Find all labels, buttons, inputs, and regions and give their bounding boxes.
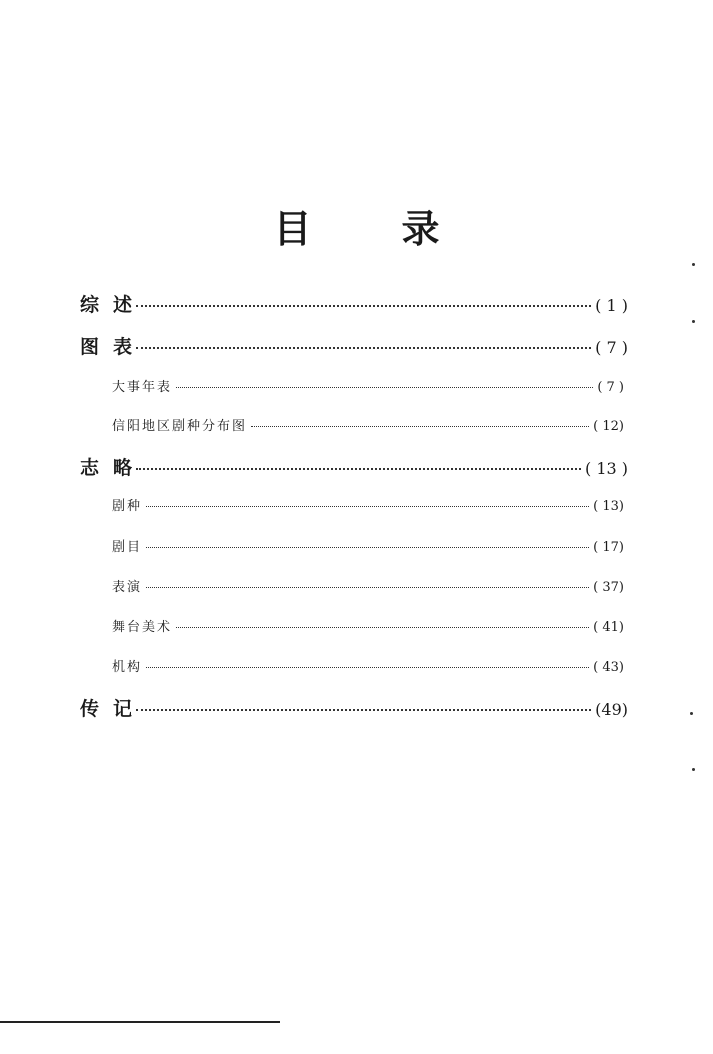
dot-leader	[176, 387, 593, 388]
dot-leader	[146, 587, 589, 588]
toc-label: 舞台美术	[112, 620, 173, 635]
toc-entry-zongshu[interactable]	[80, 290, 628, 317]
toc-label: 剧目	[112, 540, 143, 555]
toc-entry-biaoyan[interactable]	[112, 576, 624, 595]
dot-leader	[136, 468, 581, 470]
page-number: ( 13 )	[584, 459, 628, 478]
toc-label: 综 述	[80, 294, 133, 316]
page-number: ( 12)	[593, 419, 624, 434]
dot-leader	[251, 426, 589, 427]
dot-leader	[176, 627, 589, 628]
toc-entry-zhilue[interactable]	[80, 453, 628, 480]
toc-entry-juzhong[interactable]	[112, 495, 624, 514]
dot-leader	[136, 305, 591, 307]
toc-entry-jumu[interactable]	[112, 536, 624, 555]
title-char-2: 录	[401, 206, 440, 251]
page-number: ( 7 )	[597, 380, 624, 395]
page-number: ( 37)	[593, 580, 624, 595]
toc-entry-xinyang[interactable]	[112, 415, 624, 434]
toc-label: 机构	[112, 660, 143, 675]
dot-leader	[136, 347, 591, 349]
toc-entry-tubiao[interactable]	[80, 332, 628, 359]
toc-label: 表演	[112, 580, 143, 595]
dot-leader	[146, 667, 589, 668]
title-char-1: 目	[273, 206, 312, 251]
toc-label: 剧种	[112, 499, 143, 514]
page-number: (49)	[595, 700, 628, 719]
toc-label: 图 表	[80, 336, 133, 358]
page-number: ( 13)	[593, 499, 624, 514]
scan-speck	[692, 263, 695, 266]
scan-speck	[690, 712, 693, 715]
toc-entry-dashi[interactable]	[112, 376, 624, 395]
toc-entry-jigou[interactable]	[112, 656, 624, 675]
toc-label: 传 记	[80, 698, 133, 720]
toc-entry-zhuanji[interactable]	[80, 694, 628, 721]
scan-speck	[692, 768, 695, 771]
toc-label: 大事年表	[112, 380, 173, 395]
dot-leader	[146, 547, 589, 548]
toc-label: 信阳地区剧种分布图	[112, 419, 248, 434]
bottom-rule	[0, 1021, 280, 1023]
scan-speck	[692, 320, 695, 323]
page-number: ( 7 )	[595, 338, 628, 357]
dot-leader	[136, 709, 591, 711]
page-number: ( 43)	[593, 660, 624, 675]
toc-label: 志 略	[80, 457, 133, 479]
page-number: ( 41)	[593, 620, 624, 635]
toc-entry-wutai[interactable]	[112, 616, 624, 635]
page-number: ( 17)	[593, 540, 624, 555]
dot-leader	[146, 506, 589, 507]
page-number: ( 1 )	[595, 296, 628, 315]
